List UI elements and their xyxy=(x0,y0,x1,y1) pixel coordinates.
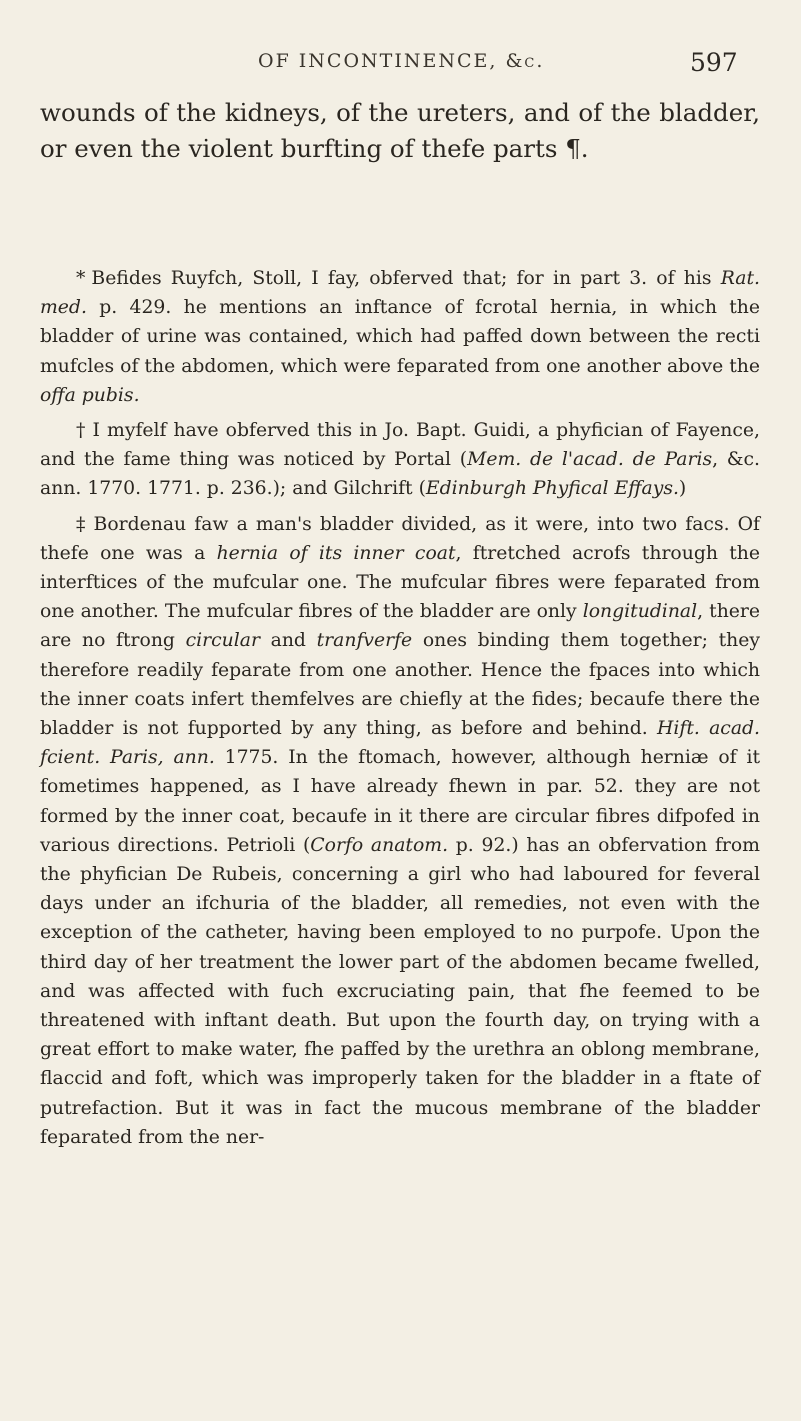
footnote-text: , there are no ftrong xyxy=(40,601,761,652)
footnote xyxy=(40,510,760,1152)
running-head: OF INCONTINENCE, &c. xyxy=(258,50,545,72)
footnote-text: I myfelf have obferved this in Jo. Bapt. Guidi, a phyfician of Fayence, and the fame thing was noticed by Portal ( xyxy=(40,420,761,471)
footnote-text: Befides Ruyfch, Stoll, I fay, obferved that; for in part 3. of his xyxy=(91,268,721,289)
footnote-text: , ftretched acrofs through the interftices of the mufcular one. The mufcular fibres were feparated from one another. The mufcular fibres of the bladder are only xyxy=(40,542,760,623)
footnote-text: 1775. In the ftomach, however, although herniæ of it fometimes happened, as I have already fhewn in par. 52. they are not formed by the inner coat, becaufe in it there are circular fibres difpofed in various directions. Petrioli ( xyxy=(40,747,761,856)
footnote-mark: ‡ xyxy=(76,513,88,535)
main-paragraph: wounds of the kidneys, of the ureters, and of the bladder, or even the violent burfting of thefe parts ¶. xyxy=(40,98,760,163)
footnote xyxy=(40,264,760,410)
main-text xyxy=(40,95,760,167)
footnote-text: Bordenau faw a man's bladder divided, as it were, into two facs. Of thefe one was a xyxy=(40,513,761,564)
footnote-italic-text: longitudinal xyxy=(582,601,698,623)
page-number: 597 xyxy=(690,48,738,77)
footnote-italic-text: tranfverfe xyxy=(316,630,413,652)
footnote-italic-text: Hift. acad. fcient. Paris, ann. xyxy=(40,718,761,769)
footnote-italic-text: offa pubis. xyxy=(40,384,140,406)
footnote-text: ) xyxy=(678,478,687,500)
footnote-italic-text: hernia of its inner coat xyxy=(216,542,456,564)
footnote-italic-text: Corfo anatom. xyxy=(310,834,449,856)
footnote-text: and xyxy=(259,630,317,652)
footnote-italic-text: circular xyxy=(185,630,260,652)
footnote-text: ones binding them together; they therefore readily feparate from one another. Hence the fpaces into which the inner coats infert themfelves are chiefly at the fides; becaufe there the bladder is not fupported by any thing, as before and behind. xyxy=(40,630,760,740)
footnote-mark: † xyxy=(76,420,87,442)
footnote-text: , &c. ann. 1770. 1771. p. 236.); and Gilchrift ( xyxy=(40,449,760,500)
footnote-mark: * xyxy=(76,268,86,289)
footnote-text: p. 92.) has an obfervation from the phyfician De Rubeis, concerning a girl who had laboured for feveral days under an ifchuria of the bladder, all remedies, not even with the exception of the catheter, having been employed to no purpofe. Upon the third day of her treatment the lower part of the abdomen became fwelled, and was affected with fuch excruciating pain, that fhe feemed to be threatened with inftant death. But upon the fourth day, on trying with a great effort to make water, fhe paffed by the urethra an oblong membrane, flaccid and foft, which was improperly taken for the bladder in a ftate of putrefaction. But it was in fact the mucous membrane of the bladder feparated from the ner- xyxy=(40,834,760,1148)
footnote xyxy=(40,416,760,504)
footnote-italic-text: Edinburgh Phyfical Effays. xyxy=(425,478,679,500)
footnote-text: p. 429. he mentions an inftance of fcrotal hernia, in which the bladder of urine was contained, which had paffed down between the recti mufcles of the abdomen, which were feparated from one another above the xyxy=(40,297,760,377)
footnote-italic-text: Rat. med. xyxy=(40,268,760,319)
page-header xyxy=(0,40,801,80)
footnote-italic-text: Mem. de l'acad. de Paris xyxy=(467,449,713,471)
footnotes xyxy=(40,264,760,1158)
